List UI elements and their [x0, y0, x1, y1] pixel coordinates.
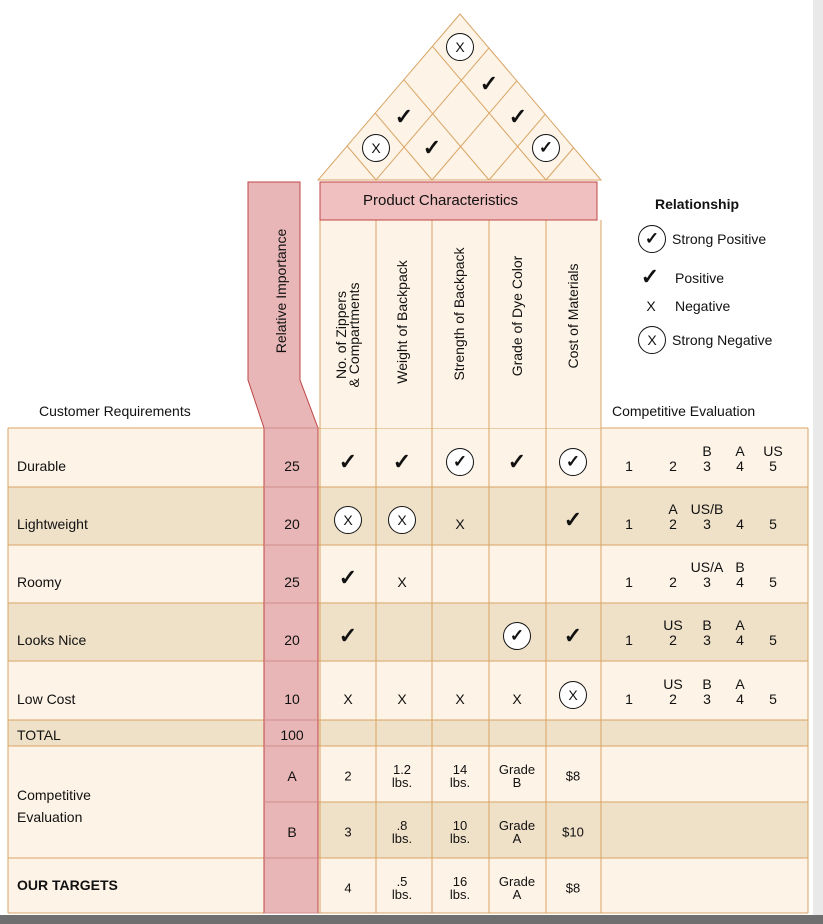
relationship-strong-positive-mark: ✓ — [503, 622, 531, 650]
competitor-value — [566, 770, 580, 783]
relationship-negative-mark: X — [343, 690, 353, 707]
evaluation-competitor-label: US — [663, 675, 683, 692]
legend-strong-negative-icon — [638, 326, 666, 354]
evaluation-competitor-label: A — [668, 501, 678, 517]
total-label: TOTAL — [17, 727, 61, 743]
competitor-value-line: Grade — [498, 818, 536, 833]
competitor-value-line: 3 — [344, 824, 352, 840]
relationship-positive-mark: ✓ — [392, 448, 412, 474]
relationship-negative-mark: X — [397, 690, 407, 707]
competitor-value — [499, 763, 535, 789]
legend-positive-icon: ✓ — [640, 264, 660, 289]
evaluation-scale-number: 3 — [703, 574, 711, 590]
requirement-name: Low Cost — [17, 690, 76, 707]
requirement-importance: 25 — [284, 457, 300, 474]
evaluation-scale-number: 4 — [736, 516, 744, 532]
target-value-line: 16 — [452, 873, 468, 889]
row-band — [8, 545, 808, 603]
relationship-negative-mark: X — [397, 574, 407, 590]
evaluation-competitor-label: B — [702, 617, 712, 633]
legend-negative-label: Negative — [675, 298, 731, 314]
competitor-value-line: lbs. — [391, 775, 413, 790]
relationship-negative-mark: X — [455, 516, 465, 532]
evaluation-competitor-label: A — [735, 442, 745, 459]
legend-positive-label: Positive — [675, 270, 725, 286]
evaluation-scale-number: 4 — [736, 690, 744, 707]
requirement-importance: 20 — [284, 516, 300, 532]
target-value — [392, 875, 412, 901]
characteristic-zippers — [335, 282, 361, 387]
target-value-line: lbs. — [449, 886, 471, 902]
product-characteristics-header: Product Characteristics — [363, 192, 519, 209]
target-value-line: A — [512, 886, 522, 902]
roof-strong-negative-mark: X — [362, 134, 390, 162]
relationship-negative-mark: X — [512, 690, 522, 707]
evaluation-scale-number: 3 — [703, 632, 711, 648]
competitor-value-line: B — [512, 775, 522, 790]
evaluation-scale-number: 4 — [736, 457, 744, 474]
total-value: 100 — [280, 727, 304, 743]
evaluation-competitor-label: US/B — [690, 501, 724, 517]
roof-positive-mark: ✓ — [422, 135, 442, 160]
target-value-line: $8 — [565, 880, 581, 895]
evaluation-scale-number: 1 — [625, 632, 633, 648]
relationship-strong-positive-mark: ✓ — [559, 448, 587, 476]
evaluation-scale-number: 5 — [769, 574, 777, 590]
evaluation-scale-number: 1 — [625, 457, 633, 474]
characteristic-cost: Cost of Materials — [565, 263, 581, 369]
competitor-value-line: $10 — [562, 824, 584, 840]
roof-positive-mark: ✓ — [479, 71, 499, 96]
characteristic-zippers-line1: No. of Zippers — [333, 291, 349, 379]
roof-strong-positive-mark: ✓ — [532, 134, 560, 162]
requirement-name: Lightweight — [17, 516, 88, 532]
evaluation-competitor-label: A — [735, 617, 745, 633]
characteristic-zippers-line2: & Compartments — [346, 282, 362, 388]
relationship-positive-mark: ✓ — [507, 448, 527, 474]
roof-positive-mark: ✓ — [394, 104, 414, 129]
target-value-line: lbs. — [391, 886, 413, 902]
competitor-value-line: 14 — [452, 762, 468, 777]
competitor-value-line: $8 — [565, 768, 581, 784]
target-value — [450, 875, 470, 901]
evaluation-scale-number: 4 — [736, 632, 744, 648]
evaluation-scale-number: 3 — [703, 690, 711, 707]
evaluation-scale-number: 2 — [669, 516, 677, 532]
competitor-value-line: 1.2 — [392, 762, 412, 777]
competitive-eval-label-line2: Evaluation — [17, 809, 83, 825]
competitor-value — [450, 763, 470, 789]
competitor-value — [392, 819, 412, 845]
competitor-value-line: A — [512, 831, 522, 846]
legend-strong-negative-label: Strong Negative — [672, 332, 773, 348]
requirement-importance: 10 — [284, 690, 300, 707]
evaluation-scale-number: 2 — [669, 690, 677, 707]
relationship-positive-mark: ✓ — [338, 623, 358, 648]
legend-strong-negative-glyph: X — [647, 332, 657, 348]
evaluation-competitor-label: B — [702, 675, 712, 692]
evaluation-scale-number: 5 — [769, 632, 777, 648]
competitor-value-line: .8 — [396, 818, 408, 833]
evaluation-scale-number: 2 — [669, 632, 677, 648]
competitor-value — [450, 819, 470, 845]
competitor-value — [344, 770, 351, 783]
relative-importance-header: Relative Importance — [273, 228, 289, 354]
evaluation-competitor-label: A — [735, 675, 745, 692]
requirement-importance: 20 — [284, 632, 300, 648]
requirement-name: Looks Nice — [17, 632, 87, 648]
evaluation-scale-number: 5 — [769, 516, 777, 532]
characteristic-dye-grade: Grade of Dye Color — [509, 255, 525, 377]
evaluation-competitor-label: US — [763, 442, 783, 459]
row-band — [8, 661, 808, 720]
competitor-value-line: 2 — [344, 768, 352, 784]
relationship-strong-negative-mark: X — [334, 506, 362, 534]
evaluation-scale-number: 4 — [736, 574, 744, 590]
competitive-eval-label — [17, 784, 91, 828]
competitor-value-line: lbs. — [449, 831, 471, 846]
relationship-negative-mark: X — [455, 690, 465, 707]
our-targets-label: OUR TARGETS — [17, 877, 118, 893]
target-value — [566, 881, 580, 894]
roof-positive-mark: ✓ — [508, 104, 528, 129]
relationship-strong-negative-mark: X — [559, 681, 587, 709]
characteristic-weight: Weight of Backpack — [394, 260, 410, 384]
requirement-importance: 25 — [284, 574, 300, 590]
competitive-evaluation-header: Competitive Evaluation — [612, 403, 756, 419]
evaluation-scale-number: 1 — [625, 690, 633, 707]
customer-requirements-header: Customer Requirements — [39, 403, 191, 419]
requirement-name: Roomy — [17, 574, 62, 590]
evaluation-scale-number: 5 — [769, 457, 777, 474]
target-value — [344, 881, 351, 894]
evaluation-scale-number: 5 — [769, 690, 777, 707]
competitor-value-line: Grade — [498, 762, 536, 777]
roof-strong-negative-mark: X — [446, 33, 474, 61]
legend-strong-positive-label: Strong Positive — [672, 231, 767, 247]
evaluation-competitor-label: B — [702, 442, 712, 459]
evaluation-scale-number: 1 — [625, 516, 633, 532]
evaluation-competitor-label: US — [663, 617, 683, 633]
competitor-value-line: lbs. — [449, 775, 471, 790]
relationship-positive-mark: ✓ — [338, 448, 358, 474]
legend-negative-icon: X — [646, 298, 656, 314]
target-value-line: 4 — [344, 880, 352, 895]
competitor-id: B — [287, 824, 297, 840]
target-value-line: Grade — [498, 873, 536, 889]
evaluation-scale-number: 2 — [669, 457, 677, 474]
competitive-eval-label-line1: Competitive — [17, 787, 91, 803]
relationship-strong-positive-mark: ✓ — [446, 448, 474, 476]
requirement-name: Durable — [17, 457, 67, 474]
legend-title: Relationship — [655, 196, 740, 212]
target-value — [499, 875, 535, 901]
window-edge — [813, 0, 823, 924]
competitor-id: A — [287, 768, 297, 784]
competitor-value — [499, 819, 535, 845]
evaluation-competitor-label: B — [735, 559, 745, 575]
relationship-positive-mark: ✓ — [338, 565, 358, 590]
legend-strong-positive-icon — [638, 225, 666, 253]
relationship-strong-negative-mark: X — [388, 506, 416, 534]
competitor-value — [344, 826, 351, 839]
row-band — [8, 603, 808, 661]
competitor-value-line: 10 — [452, 818, 468, 833]
relationship-positive-mark: ✓ — [563, 623, 583, 648]
competitor-value — [392, 763, 412, 789]
target-value-line: .5 — [396, 873, 408, 889]
relationship-positive-mark: ✓ — [563, 507, 583, 532]
row-band — [8, 720, 808, 746]
evaluation-scale-number: 2 — [669, 574, 677, 590]
competitor-value-line: lbs. — [391, 831, 413, 846]
evaluation-scale-number: 1 — [625, 574, 633, 590]
window-bottom-bar — [0, 915, 823, 924]
competitor-value — [562, 826, 584, 839]
evaluation-competitor-label: US/A — [690, 559, 724, 575]
legend-strong-positive-glyph: ✓ — [644, 229, 660, 248]
evaluation-scale-number: 3 — [703, 457, 711, 474]
evaluation-scale-number: 3 — [703, 516, 711, 532]
characteristic-strength: Strength of Backpack — [451, 247, 467, 381]
